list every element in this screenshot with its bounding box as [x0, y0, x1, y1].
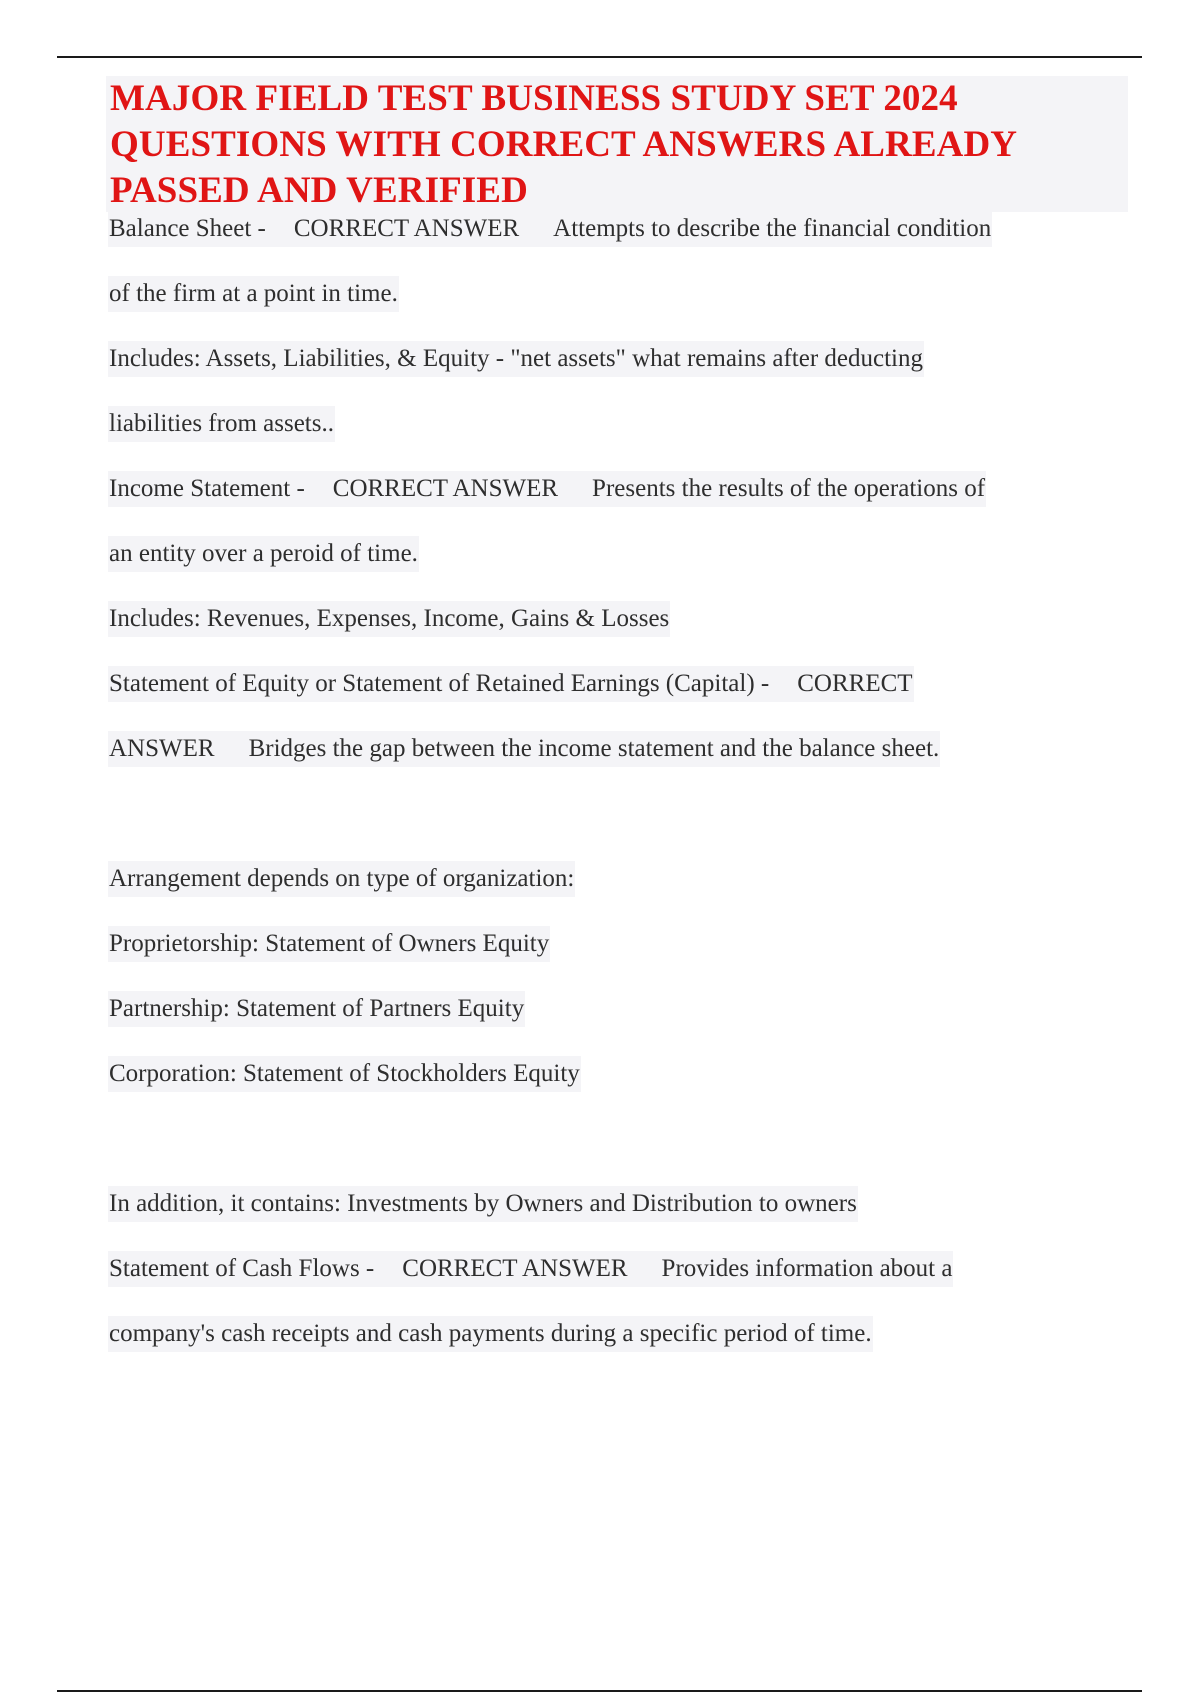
equity-statement-line-2: [108, 731, 940, 767]
equity-statement-line-3: Arrangement depends on type of organization:: [108, 861, 575, 897]
equity-statement-line-5: Partnership: Statement of Partners Equity: [108, 991, 525, 1027]
income-statement-definition: Presents the results of the operations of: [592, 475, 986, 502]
balance-sheet-line-1: [108, 211, 992, 247]
balance-sheet-line-3: Includes: Assets, Liabilities, & Equity - "net assets" what remains after deducting: [108, 341, 924, 377]
answer-marker: CORRECT ANSWER: [293, 215, 520, 242]
equity-statement-definition: Bridges the gap between the income statement and the balance sheet.: [248, 735, 940, 762]
term-statement-of-cash-flows: Statement of Cash Flows -: [109, 1255, 375, 1282]
income-statement-line-2: an entity over a peroid of time.: [108, 536, 419, 572]
answer-marker: CORRECT ANSWER: [402, 1255, 628, 1282]
balance-sheet-definition: Attempts to describe the financial condition: [553, 215, 992, 242]
balance-sheet-line-2: of the firm at a point in time.: [108, 276, 399, 312]
cash-flows-definition: Provides information about a: [661, 1255, 953, 1282]
answer-marker: CORRECT ANSWER: [332, 475, 559, 502]
income-statement-line-3: Includes: Revenues, Expenses, Income, Gains & Losses: [108, 601, 670, 637]
bottom-rule: [57, 1690, 1142, 1692]
answer-marker-part-1: CORRECT: [797, 670, 913, 697]
equity-statement-line-1: [108, 666, 914, 702]
term-income-statement: Income Statement -: [109, 475, 305, 502]
document-title: MAJOR FIELD TEST BUSINESS STUDY SET 2024 QUESTIONS WITH CORRECT ANSWERS ALREADY PASSED AND VERIFIED: [110, 78, 1016, 211]
equity-statement-line-6: Corporation: Statement of Stockholders Equity: [108, 1056, 581, 1092]
top-rule: [57, 56, 1142, 58]
term-balance-sheet: Balance Sheet -: [109, 215, 266, 242]
balance-sheet-line-4: liabilities from assets..: [108, 406, 335, 442]
term-statement-of-equity: Statement of Equity or Statement of Retained Earnings (Capital) -: [109, 670, 770, 697]
equity-statement-line-4: Proprietorship: Statement of Owners Equity: [108, 926, 550, 962]
answer-marker-part-2: ANSWER: [109, 735, 215, 762]
income-statement-line-1: [108, 471, 986, 507]
cash-flows-line-2: company's cash receipts and cash payments during a specific period of time.: [108, 1316, 873, 1352]
cash-flows-line-1: [108, 1251, 953, 1287]
equity-statement-line-7: In addition, it contains: Investments by Owners and Distribution to owners: [108, 1186, 858, 1222]
